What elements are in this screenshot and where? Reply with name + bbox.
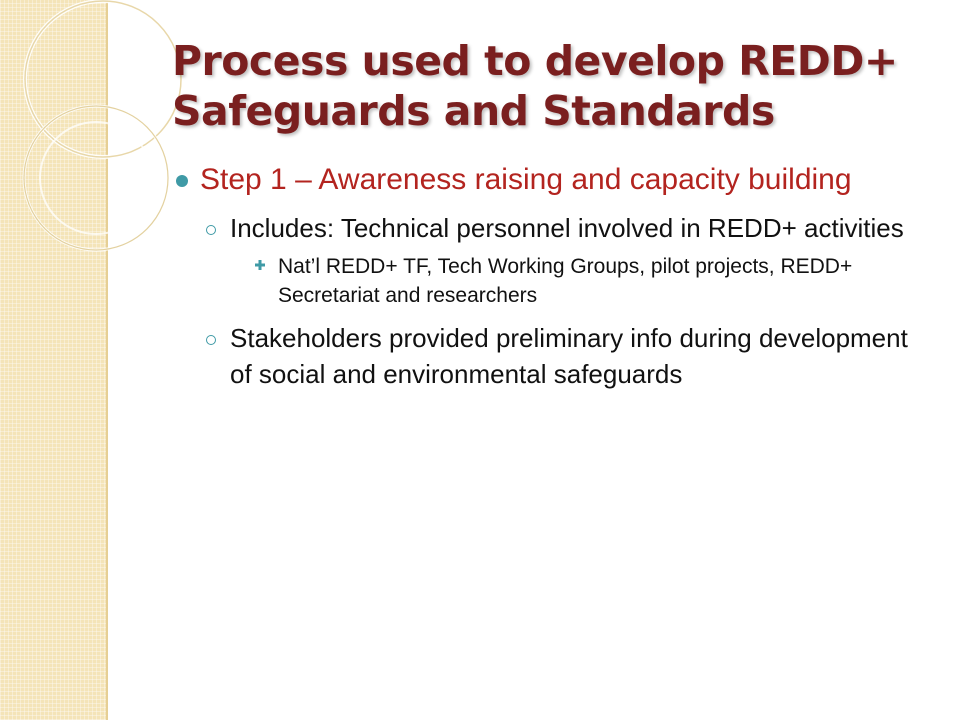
sub-sub-bullet-groups-text: Nat’l REDD+ TF, Tech Working Groups, pilot projects, REDD+ Secretariat and researchers bbox=[278, 255, 853, 307]
bullet-step-1 bbox=[176, 160, 936, 200]
diamond-bullet-icon bbox=[255, 260, 265, 270]
sub-bullet-stakeholders-text: Stakeholders provided preliminary info during development of social and environmental safeguards bbox=[230, 323, 908, 389]
sub-sub-bullet-groups bbox=[254, 252, 936, 310]
sub-bullet-stakeholders bbox=[206, 320, 936, 392]
ring-bullet-icon bbox=[206, 335, 216, 345]
sub-bullet-includes-text: Includes: Technical personnel involved in REDD+ activities bbox=[230, 213, 904, 243]
bullet-dot-icon bbox=[176, 175, 188, 187]
ring-bullet-icon bbox=[206, 225, 216, 235]
sub-bullet-includes bbox=[206, 210, 936, 246]
slide-title bbox=[172, 36, 912, 136]
slide-title-line-2: Safeguards and Standards bbox=[172, 87, 775, 135]
slide-body bbox=[176, 160, 936, 392]
bullet-step-1-text: Step 1 – Awareness raising and capacity building bbox=[200, 163, 852, 196]
slide-title-line-1: Process used to develop REDD+ bbox=[172, 37, 898, 85]
